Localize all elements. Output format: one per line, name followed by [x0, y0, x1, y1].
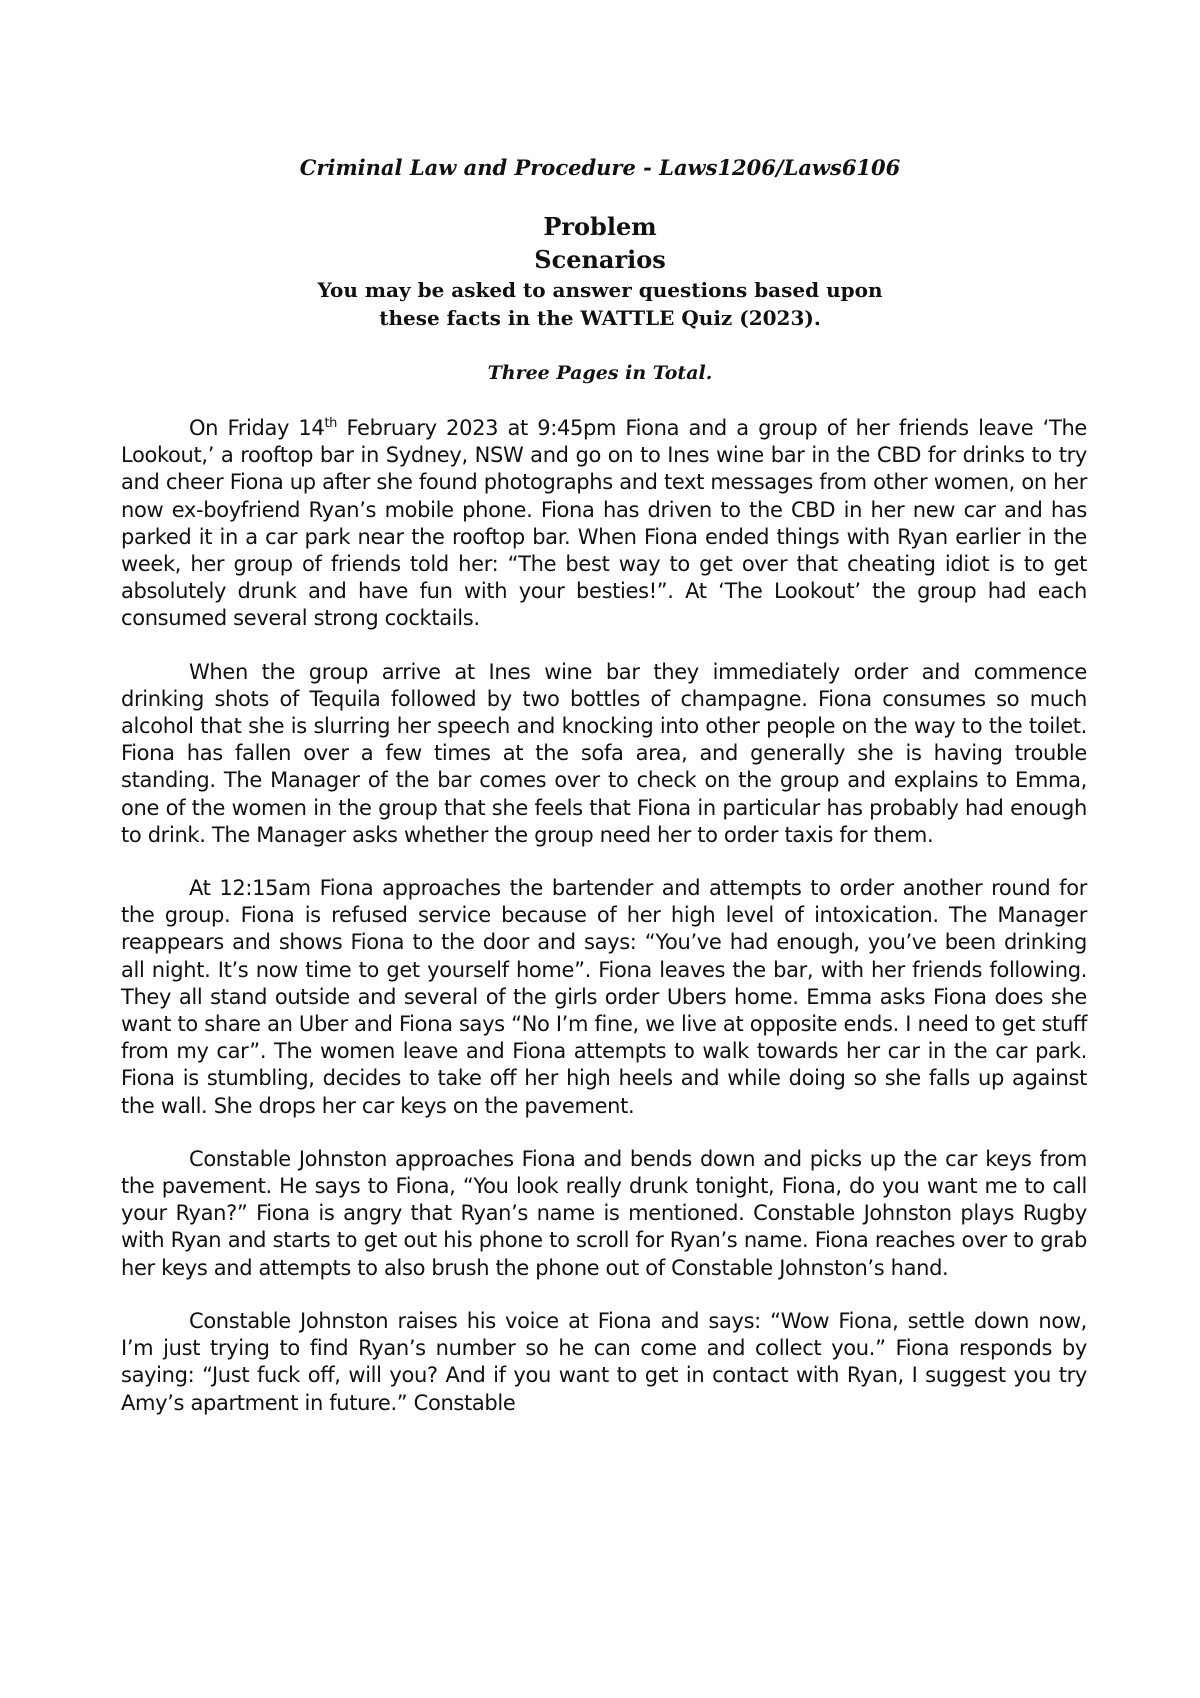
- paragraph-2: When the group arrive at Ines wine bar they immediately order and commence drinking shots of Tequila followed by two bottles of champagne. Fiona consumes so much alcohol that she is slurring her speech and knocking into other people on the way to the toilet. Fiona has fallen over a few times at the sofa area, and generally she is having trouble standing. The Manager of the bar comes over to check on the group and explains to Emma, one of the women in the group that she feels that Fiona in particular has probably had enough to drink. The Manager asks whether the group need her to order taxis for them.: [121, 659, 1087, 847]
- heading-problem: Problem: [543, 212, 657, 241]
- subheading-line-1: You may be asked to answer questions based upon: [317, 278, 883, 302]
- pages-note: Three Pages in Total.: [487, 362, 713, 384]
- subheading-line-2: these facts in the WATTLE Quiz (2023).: [379, 306, 821, 330]
- paragraph-4: Constable Johnston approaches Fiona and bends down and picks up the car keys from the pavement. He says to Fiona, “You look really drunk tonight, Fiona, do you want me to call your Ryan?” Fiona is angry that Ryan’s name is mentioned. Constable Johnston plays Rugby with Ryan and starts to get out his phone to scroll for Ryan’s name. Fiona reaches over to grab her keys and attempts to also brush the phone out of Constable Johnston’s hand.: [121, 1146, 1087, 1280]
- body-text: [121, 415, 1087, 1443]
- paragraph-3: At 12:15am Fiona approaches the bartender and attempts to order another round for the group. Fiona is refused service because of her high level of intoxication. The Manager reappears and shows Fiona to the door and says: “You’ve had enough, you’ve been drinking all night. It’s now time to get yourself home”. Fiona leaves the bar, with her friends following. They all stand outside and several of the girls order Ubers home. Emma asks Fiona does she want to share an Uber and Fiona says “No I’m fine, we live at opposite ends. I need to get stuff from my car”. The women leave and Fiona attempts to walk towards her car in the car park. Fiona is stumbling, decides to take off her high heels and while doing so she falls up against the wall. She drops her car keys on the pavement.: [121, 876, 1087, 1118]
- paragraph-5: Constable Johnston raises his voice at Fiona and says: “Wow Fiona, settle down now, I’m just trying to find Ryan’s number so he can come and collect you.” Fiona responds by saying: “Just fuck off, will you? And if you want to get in contact with Ryan, I suggest you try Amy’s apartment in future.” Constable: [121, 1308, 1087, 1415]
- heading-scenarios: Scenarios: [534, 245, 666, 274]
- ordinal-suffix: th: [324, 416, 338, 431]
- course-title: Criminal Law and Procedure - Laws1206/Laws6106: [299, 155, 901, 180]
- paragraph-1: [121, 415, 1087, 633]
- paragraph-1-rest: February 2023 at 9:45pm Fiona and a group of her friends leave ‘The Lookout,’ a rooftop bar in Sydney, NSW and go on to Ines wine bar in the CBD for drinks to try and cheer Fiona up after she found photographs and text messages from other women, on her now ex-boyfriend Ryan’s mobile phone. Fiona has driven to the CBD in her new car and has parked it in a car park near the rooftop bar. When Fiona ended things with Ryan earlier in the week, her group of friends told her: “The best way to get over that cheating idiot is to get absolutely drunk and have fun with your besties!”. At ‘The Lookout’ the group had each consumed several strong cocktails.: [121, 416, 1087, 631]
- paragraph-1-start: On Friday 14: [189, 416, 325, 440]
- heading-block: [0, 210, 1200, 332]
